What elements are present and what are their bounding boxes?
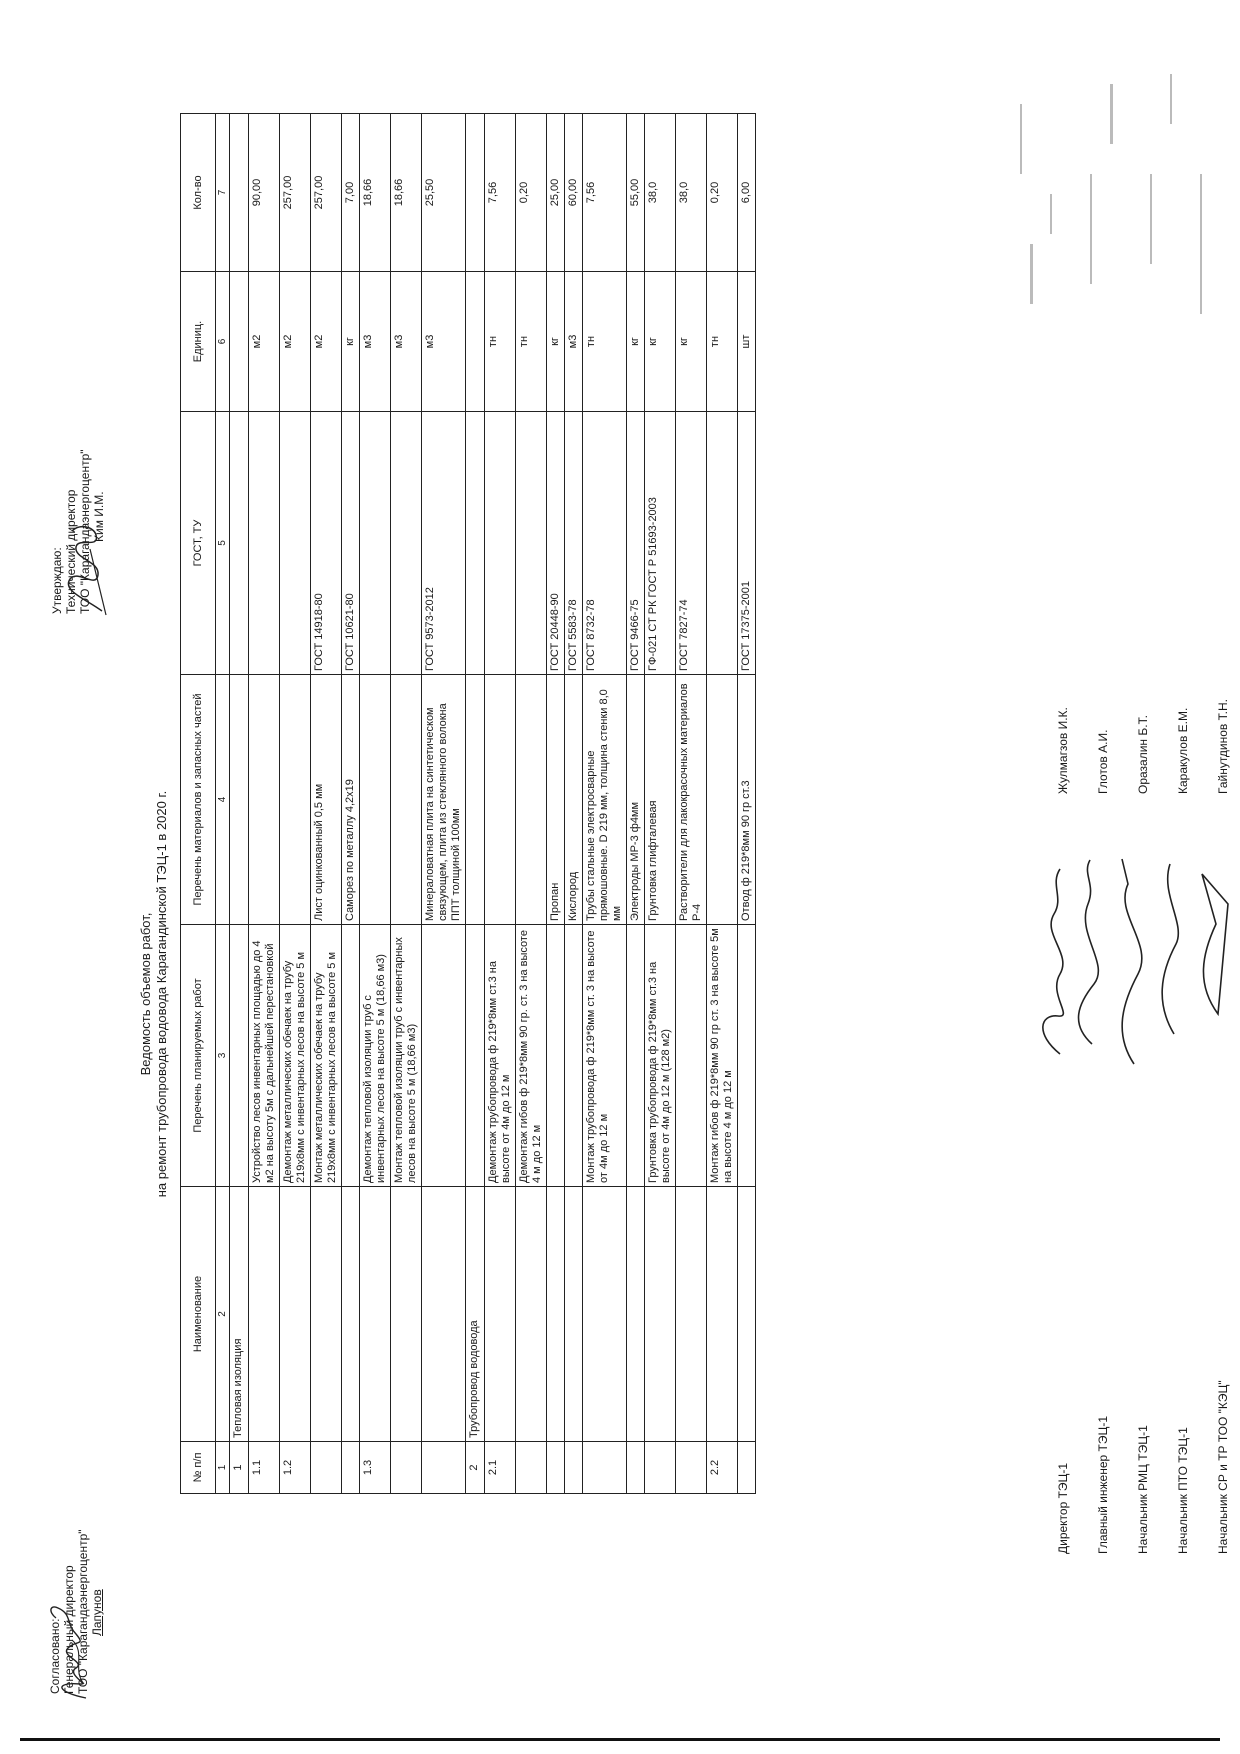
works-table: [180, 113, 756, 1494]
cell-mat: Кислород: [565, 675, 583, 925]
cell-gost: [230, 412, 249, 675]
cell-gost: [707, 412, 738, 675]
cell-gost: ГОСТ 5583-78: [565, 412, 583, 675]
cell-name: [627, 1187, 645, 1442]
cell-work: Монтаж трубопровода ф 219*8мм ст. 3 на высоте от 4м до 12 м: [583, 925, 627, 1187]
agreed-heading: Согласовано:: [48, 1618, 62, 1694]
approved-position: Технический директор: [64, 489, 78, 614]
table-row: [391, 114, 422, 1494]
cell-unit: кг: [547, 272, 565, 412]
signer-role: Начальник РМЦ ТЭЦ-1: [1136, 1425, 1150, 1554]
cell-unit: тн: [583, 272, 627, 412]
cell-name: [280, 1187, 311, 1442]
scan-edge-icon: [20, 1732, 1220, 1746]
signer-role: Начальник ПТО ТЭЦ-1: [1176, 1427, 1190, 1554]
cell-name: [547, 1187, 565, 1442]
cell-qty: 257,00: [311, 114, 342, 272]
cell-mat: [707, 675, 738, 925]
cell-work: Демонтаж тепловой изоляции труб с инвентарных лесов на высоте 5 м (18,66 м3): [360, 925, 391, 1187]
cell-qty: 0,20: [516, 114, 547, 272]
cell-mat: Растворители для лакокрасочных материалов Р-4: [676, 675, 707, 925]
cell-name: Тепловая изоляция: [230, 1187, 249, 1442]
table-row: [311, 114, 342, 1494]
document-title: [138, 614, 170, 1374]
table-row: [707, 114, 738, 1494]
column-number: 7: [216, 114, 230, 272]
cell-work: Демонтаж трубопровода ф 219*8мм ст.3 на высоте от 4м до 12 м: [485, 925, 516, 1187]
signer-role: Директор ТЭЦ-1: [1056, 1462, 1070, 1554]
signer-name: Гайнутдинов Т.Н.: [1216, 699, 1230, 794]
table-row: [485, 114, 516, 1494]
signer-role: Начальник СР и ТР ТОО "КЭЦ": [1216, 1380, 1230, 1554]
cell-unit: кг: [342, 272, 360, 412]
cell-n: [738, 1442, 756, 1494]
signer-role: Главный инженер ТЭЦ-1: [1096, 1415, 1110, 1554]
cell-work: [565, 925, 583, 1187]
cell-gost: [516, 412, 547, 675]
cell-qty: 7,56: [485, 114, 516, 272]
cell-qty: [466, 114, 485, 272]
table-row: [466, 114, 485, 1494]
cell-n: 1.2: [280, 1442, 311, 1494]
cell-n: [583, 1442, 627, 1494]
table-row: [676, 114, 707, 1494]
scan-noise-icon: [1000, 24, 1230, 324]
cell-n: [516, 1442, 547, 1494]
table-row: [627, 114, 645, 1494]
table-row: [249, 114, 280, 1494]
header-cell: Перечень материалов и запасных частей: [181, 675, 216, 925]
cell-n: [342, 1442, 360, 1494]
cell-unit: тн: [516, 272, 547, 412]
cell-qty: 7,56: [583, 114, 627, 272]
cell-unit: [466, 272, 485, 412]
cell-unit: шт: [738, 272, 756, 412]
cell-gost: ГОСТ 7827-74: [676, 412, 707, 675]
cell-unit: кг: [627, 272, 645, 412]
agreed-signer: Лапунов: [90, 1589, 104, 1636]
cell-n: 2: [466, 1442, 485, 1494]
cell-qty: 6,00: [738, 114, 756, 272]
cell-n: 1.1: [249, 1442, 280, 1494]
approved-heading: Утверждаю:: [50, 547, 64, 614]
table-row: [360, 114, 391, 1494]
cell-work: [738, 925, 756, 1187]
cell-unit: м2: [311, 272, 342, 412]
cell-work: [627, 925, 645, 1187]
table-row: [280, 114, 311, 1494]
cell-n: [627, 1442, 645, 1494]
cell-n: [565, 1442, 583, 1494]
cell-unit: [230, 272, 249, 412]
cell-mat: [391, 675, 422, 925]
title-line-1: Ведомость объемов работ,: [138, 912, 153, 1076]
cell-unit: м3: [565, 272, 583, 412]
cell-unit: м2: [280, 272, 311, 412]
signature-row: [1056, 707, 1070, 1554]
works-table-body: [230, 114, 756, 1494]
title-line-2: на ремонт трубопровода водовода Карагандинской ТЭЦ-1 в 2020 г.: [154, 790, 169, 1198]
cell-qty: 38,0: [676, 114, 707, 272]
cell-name: [676, 1187, 707, 1442]
signatures-handwriting-icon: [1030, 844, 1240, 1074]
column-number: 4: [216, 675, 230, 925]
cell-mat: Электроды МР-3 ф4мм: [627, 675, 645, 925]
cell-gost: [391, 412, 422, 675]
cell-qty: 25,00: [547, 114, 565, 272]
header-cell: Наименование: [181, 1187, 216, 1442]
cell-qty: 7,00: [342, 114, 360, 272]
header-cell: Кол-во: [181, 114, 216, 272]
cell-unit: м3: [391, 272, 422, 412]
table-header-row: [181, 114, 216, 1494]
signer-name: Каракулов Е.М.: [1176, 707, 1190, 794]
signature-row: [1176, 707, 1190, 1554]
cell-n: 1.3: [360, 1442, 391, 1494]
cell-unit: м2: [249, 272, 280, 412]
approved-signature-icon: [56, 519, 110, 619]
cell-mat: [230, 675, 249, 925]
cell-n: [676, 1442, 707, 1494]
table-row: [547, 114, 565, 1494]
signature-row: [1136, 715, 1150, 1554]
cell-mat: [485, 675, 516, 925]
cell-gost: [466, 412, 485, 675]
signature-row: [1096, 729, 1110, 1554]
cell-mat: [516, 675, 547, 925]
cell-work: Демонтаж металлических обечаек на трубу 219х8мм с инвентарных лесов на высоте 5 м: [280, 925, 311, 1187]
column-number: 6: [216, 272, 230, 412]
cell-unit: кг: [645, 272, 676, 412]
cell-name: [738, 1187, 756, 1442]
cell-work: Монтаж металлических обечаек на трубу 219х8мм с инвентарных лесов на высоте 5 м: [311, 925, 342, 1187]
header-cell: Единиц.: [181, 272, 216, 412]
cell-name: [311, 1187, 342, 1442]
cell-gost: ГОСТ 20448-90: [547, 412, 565, 675]
agreed-signature-icon: [46, 1584, 94, 1704]
table-row: [342, 114, 360, 1494]
cell-work: Демонтаж гибов ф 219*8мм 90 гр. ст. 3 на высоте 4 м до 12 м: [516, 925, 547, 1187]
column-numbers-row: [216, 114, 230, 1494]
cell-gost: [360, 412, 391, 675]
cell-unit: тн: [485, 272, 516, 412]
cell-name: Трубопровод водовода: [466, 1187, 485, 1442]
cell-name: [360, 1187, 391, 1442]
cell-name: [583, 1187, 627, 1442]
column-number: 5: [216, 412, 230, 675]
cell-n: [391, 1442, 422, 1494]
header-cell: Перечень планируемых работ: [181, 925, 216, 1187]
cell-work: Монтаж гибов ф 219*8мм 90 гр ст. 3 на высоте 5м на высоте 4 м до 12 м: [707, 925, 738, 1187]
cell-qty: 55,00: [627, 114, 645, 272]
cell-qty: [230, 114, 249, 272]
cell-gost: [485, 412, 516, 675]
cell-n: [645, 1442, 676, 1494]
header-cell: ГОСТ, ТУ: [181, 412, 216, 675]
cell-gost: ГОСТ 9466-75: [627, 412, 645, 675]
cell-n: [422, 1442, 466, 1494]
cell-name: [565, 1187, 583, 1442]
table-row: [565, 114, 583, 1494]
cell-work: [230, 925, 249, 1187]
cell-name: [485, 1187, 516, 1442]
cell-qty: 18,66: [360, 114, 391, 272]
cell-n: [311, 1442, 342, 1494]
cell-name: [342, 1187, 360, 1442]
cell-n: 2.1: [485, 1442, 516, 1494]
cell-gost: ГФ-021 СТ РК ГОСТ Р 51693-2003: [645, 412, 676, 675]
table-row: [422, 114, 466, 1494]
table-row: [230, 114, 249, 1494]
cell-gost: ГОСТ 8732-78: [583, 412, 627, 675]
cell-n: 1: [230, 1442, 249, 1494]
cell-mat: Минераловатная плита на синтетическом связующем, плита из стеклянного волокна ППТ толщиной 100мм: [422, 675, 466, 925]
signer-name: Жулмагзов И.К.: [1056, 707, 1070, 794]
cell-qty: 25,50: [422, 114, 466, 272]
cell-unit: кг: [676, 272, 707, 412]
cell-name: [707, 1187, 738, 1442]
cell-mat: Пропан: [547, 675, 565, 925]
column-number: 1: [216, 1442, 230, 1494]
cell-gost: ГОСТ 10621-80: [342, 412, 360, 675]
cell-mat: [249, 675, 280, 925]
cell-work: [342, 925, 360, 1187]
cell-name: [516, 1187, 547, 1442]
cell-mat: Грунтовка глифталевая: [645, 675, 676, 925]
agreed-position: Генеральный директор: [62, 1565, 76, 1694]
cell-gost: ГОСТ 17375-2001: [738, 412, 756, 675]
cell-qty: 38,0: [645, 114, 676, 272]
cell-mat: Лист оцинкованный 0,5 мм: [311, 675, 342, 925]
table-row: [516, 114, 547, 1494]
cell-qty: 18,66: [391, 114, 422, 272]
cell-n: [547, 1442, 565, 1494]
cell-mat: Саморез по металлу 4,2х19: [342, 675, 360, 925]
cell-gost: [280, 412, 311, 675]
column-number: 3: [216, 925, 230, 1187]
cell-name: [391, 1187, 422, 1442]
cell-work: [547, 925, 565, 1187]
cell-work: [422, 925, 466, 1187]
cell-n: 2.2: [707, 1442, 738, 1494]
cell-work: Устройство лесов инвентарных площадью до 4 м2 на высоту 5м с дальнейшей перестановкой: [249, 925, 280, 1187]
cell-unit: тн: [707, 272, 738, 412]
cell-name: [645, 1187, 676, 1442]
cell-work: [676, 925, 707, 1187]
cell-name: [422, 1187, 466, 1442]
cell-work: Грунтовка трубопровода ф 219*8мм ст.3 на высоте от 4м до 12 м (128 м2): [645, 925, 676, 1187]
approved-signer: Ким И.М.: [92, 491, 106, 542]
signer-name: Глотов А.И.: [1096, 729, 1110, 794]
cell-mat: [466, 675, 485, 925]
table-row: [583, 114, 627, 1494]
table-row: [738, 114, 756, 1494]
cell-mat: Отвод ф 219*8мм 90 гр ст.3: [738, 675, 756, 925]
signer-name: Оразалин Б.Т.: [1136, 715, 1150, 794]
cell-gost: ГОСТ 9573-2012: [422, 412, 466, 675]
column-number: 2: [216, 1187, 230, 1442]
cell-name: [249, 1187, 280, 1442]
header-cell: № п/п: [181, 1442, 216, 1494]
cell-qty: 257,00: [280, 114, 311, 272]
cell-qty: 60,00: [565, 114, 583, 272]
cell-qty: 0,20: [707, 114, 738, 272]
cell-gost: ГОСТ 14918-80: [311, 412, 342, 675]
cell-mat: [360, 675, 391, 925]
cell-qty: 90,00: [249, 114, 280, 272]
cell-mat: [280, 675, 311, 925]
cell-work: Монтаж тепловой изоляции труб с инвентарных лесов на высоте 5 м (18,66 м3): [391, 925, 422, 1187]
cell-mat: Трубы стальные электросварные прямошовные. D 219 мм, толщина стенки 8,0 мм: [583, 675, 627, 925]
signature-row: [1216, 699, 1230, 1554]
cell-unit: м3: [422, 272, 466, 412]
table-row: [645, 114, 676, 1494]
cell-work: [466, 925, 485, 1187]
cell-unit: м3: [360, 272, 391, 412]
cell-gost: [249, 412, 280, 675]
approved-company: ТОО "Карагандаэнергоцентр": [78, 449, 92, 614]
agreed-company: ТОО "Карагандаэнергоцентр": [76, 1529, 90, 1694]
